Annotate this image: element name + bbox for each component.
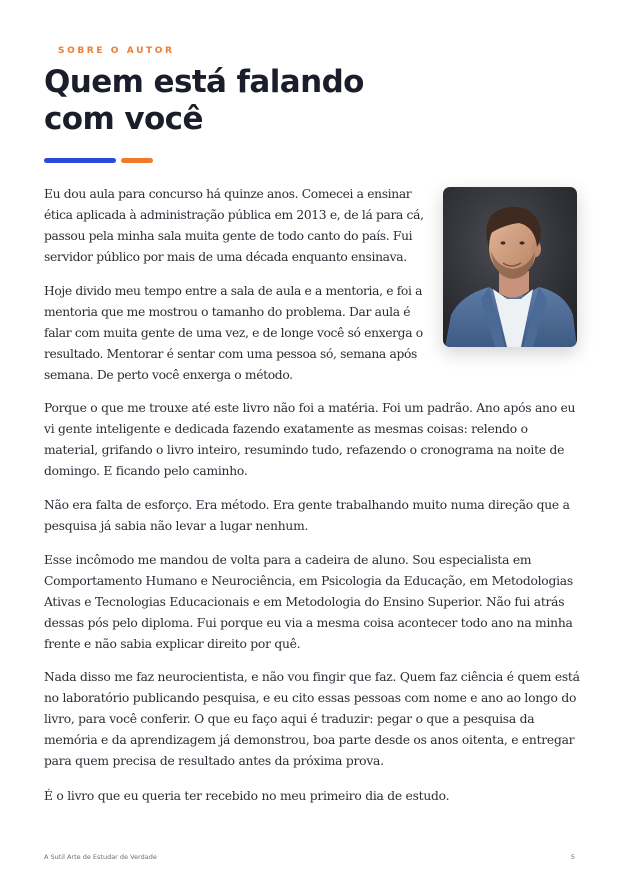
author-portrait-icon <box>443 187 577 347</box>
paragraph-1: Eu dou aula para concurso há quinze anos. Comecei a ensinar ética aplicada à administração pública em 2013 e, de lá para cá, passou pela minha sala muita gente de todo canto do país. Fui servidor público por mais de uma década enquanto ensinava. <box>44 187 424 264</box>
paragraph-2: Hoje divido meu tempo entre a sala de aula e a mentoria, e foi a mentoria que me mostrou o tamanho do problema. Dar aula é falar com muita gente de uma vez, e de longe você só enxerga o resultado. Mentorar é sentar com uma pessoa só, semana após semana. De perto você enxerga o método. <box>44 284 423 382</box>
paragraph-3: Porque o que me trouxe até este livro não foi a matéria. Foi um padrão. Ano após ano eu vi gente inteligente e dedicada fazendo exatamente as mesmas coisas: relendo o material, grifando o livro inteiro, resumindo tudo, refazendo o cronograma na noite de domingo. E ficando pelo caminho. <box>44 401 576 478</box>
paragraph-5: Esse incômodo me mandou de volta para a cadeira de aluno. Sou especialista em Comportamento Humano e Neurociência, em Psicologia da Educação, em Metodologias Ativas e Tecnologias Educacionais e em Metodologia do Ensino Superior. Não fui atrás dessas pós pelo diploma. Fui porque eu via a mesma coisa acontecer todo ano na minha frente e não sabia explicar direito por quê. <box>44 553 573 651</box>
paragraph-6: Nada disso me faz neurocientista, e não vou fingir que faz. Quem faz ciência é quem está no laboratório publicando pesquisa, e eu cito essas pessoas com nome e ano ao longo do livro, para você conferir. O que eu faço aqui é traduzir: pegar o que a pesquisa da memória e da aprendizagem já demonstrou, boa parte desde os anos oitenta, e entregar para quem precisa de resultado antes da próxima prova. <box>44 670 580 768</box>
section-eyebrow: SOBRE O AUTOR <box>58 46 175 56</box>
footer-page-number: 5 <box>570 853 575 861</box>
author-photo <box>443 187 577 347</box>
page-title: Quem está falando com você <box>44 64 364 137</box>
paragraph-4: Não era falta de esforço. Era método. Era gente trabalhando muito numa direção que a pesquisa já sabia não levar a lugar nenhum. <box>44 498 570 533</box>
footer-book-title: A Sutil Arte de Estudar de Verdade <box>44 853 157 861</box>
paragraph-7: É o livro que eu queria ter recebido no meu primeiro dia de estudo. <box>44 789 450 803</box>
accent-bar-blue <box>44 158 116 163</box>
accent-bar-orange <box>121 158 153 163</box>
